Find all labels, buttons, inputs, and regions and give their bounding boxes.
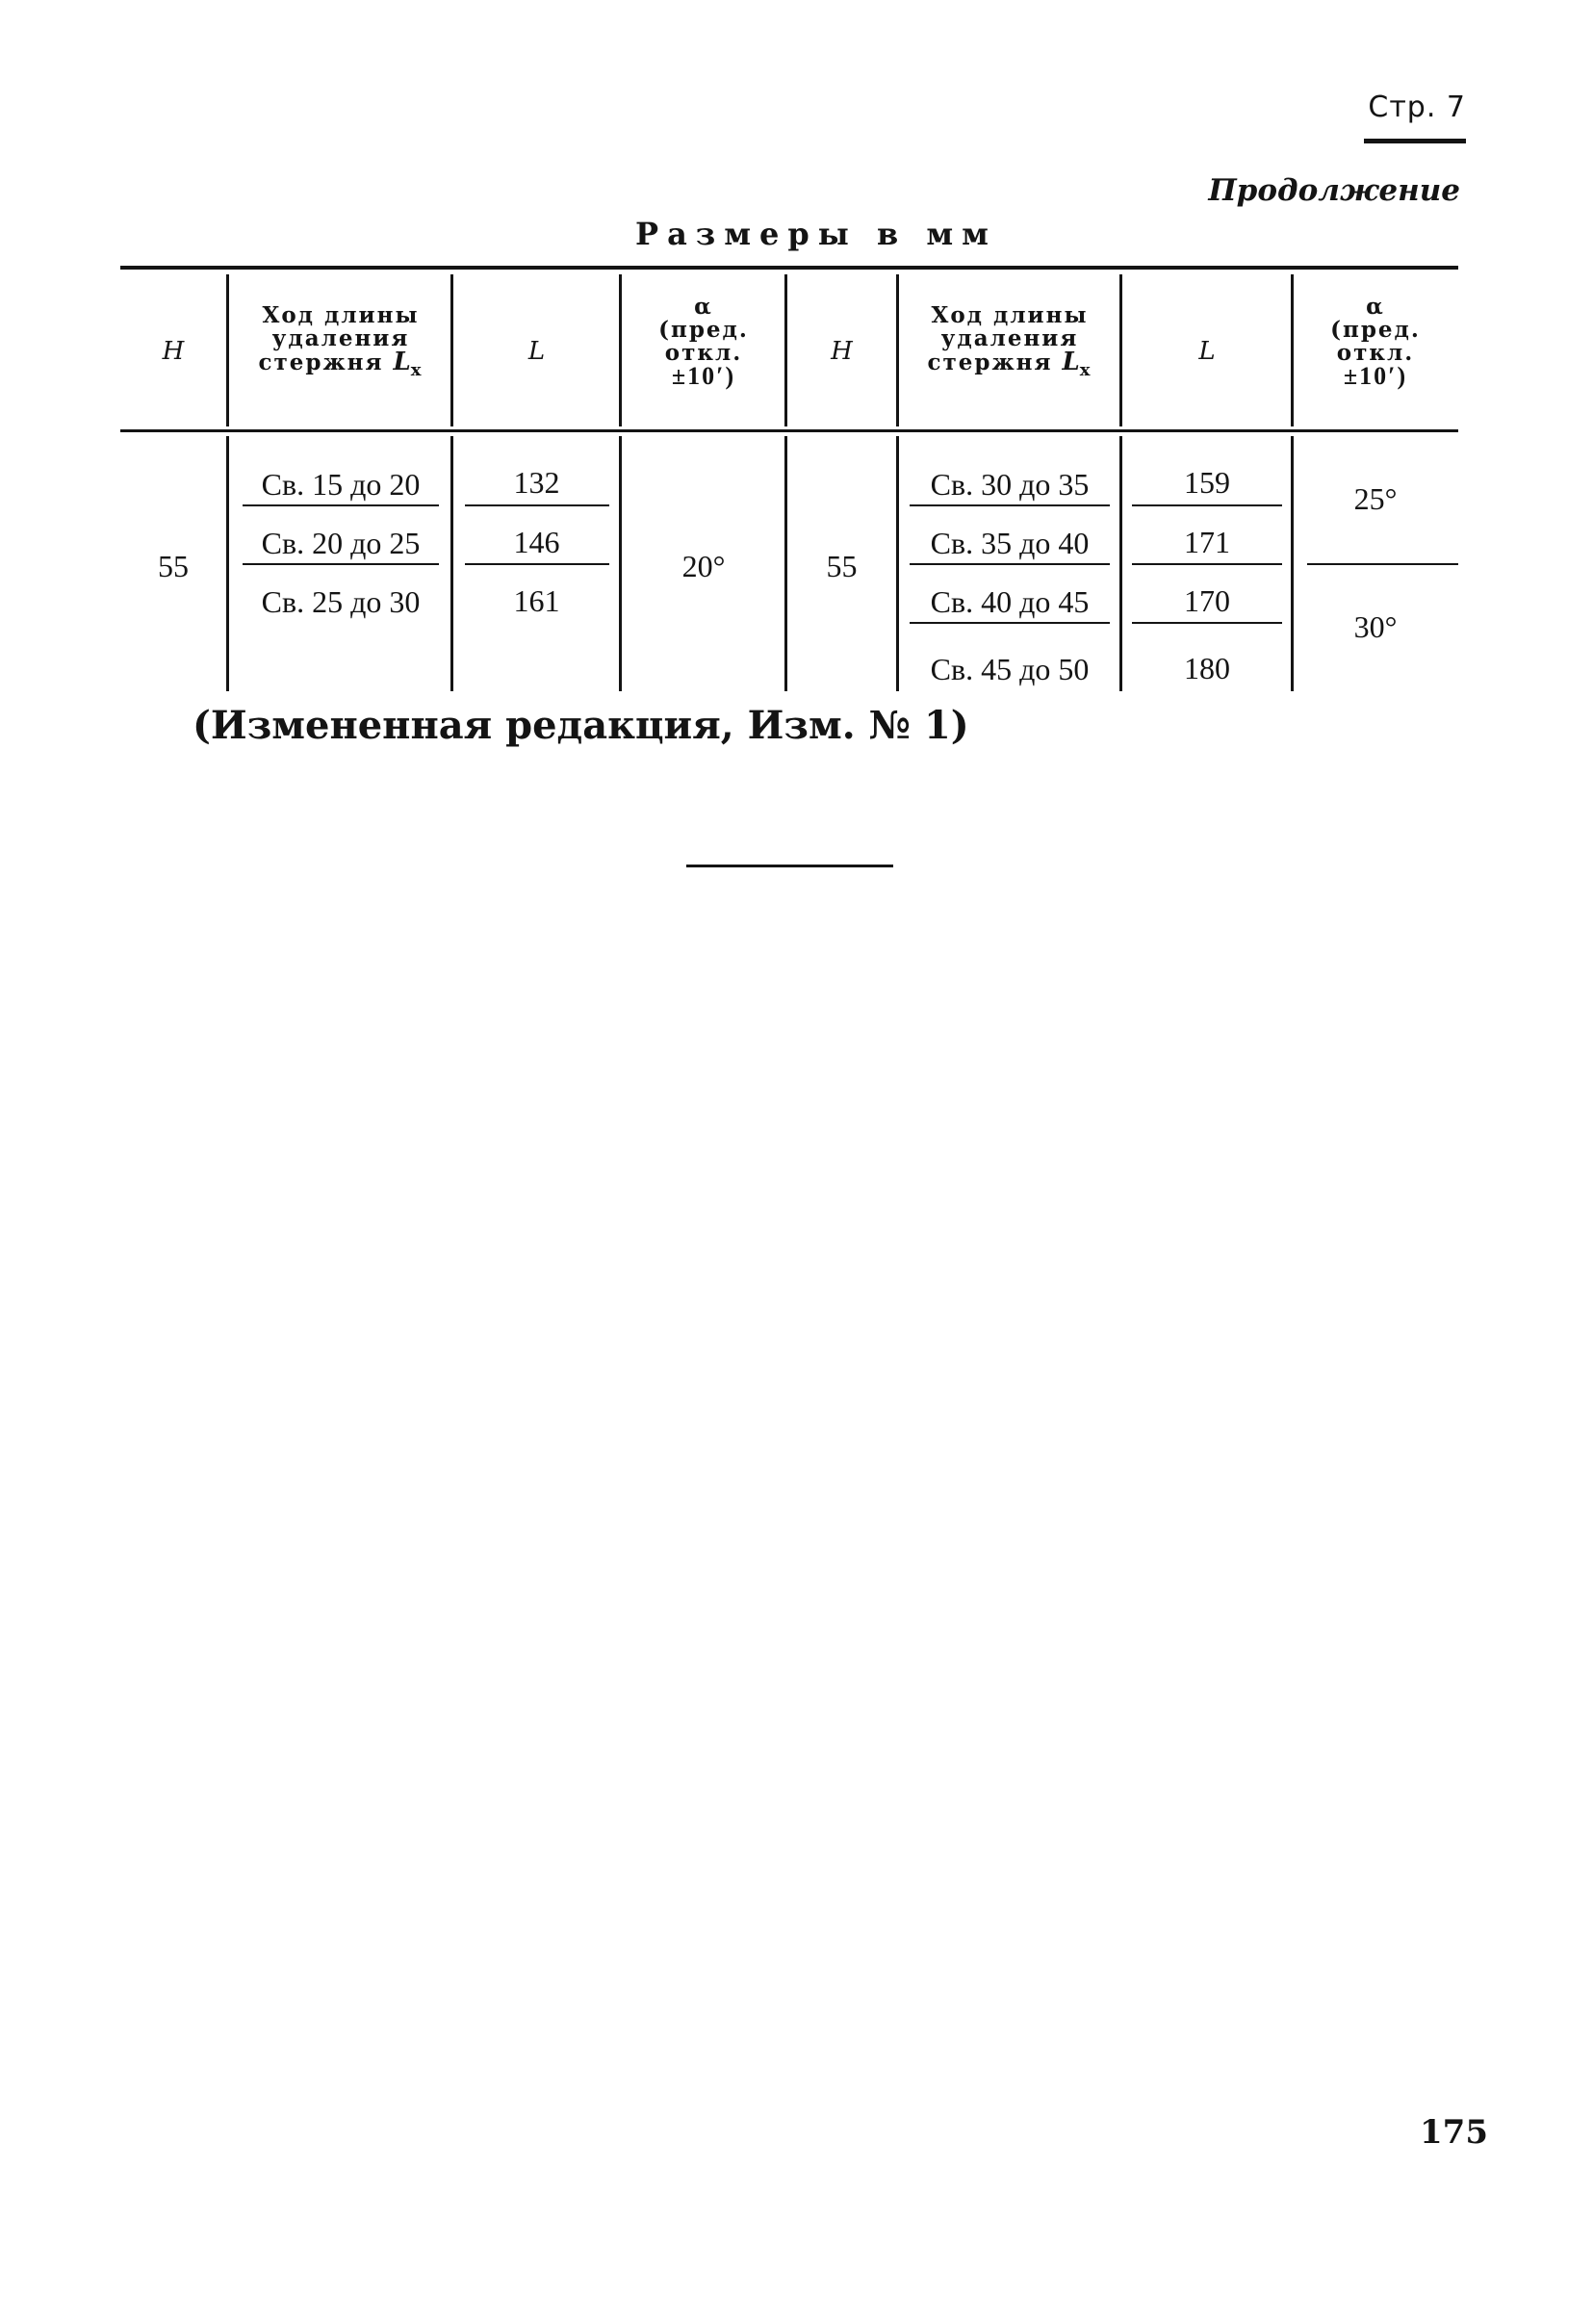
page-number: 175 <box>1420 2113 1488 2152</box>
cell-length: 146 <box>513 525 560 559</box>
cell-h-left: 55 <box>158 549 189 583</box>
table-top-rule <box>120 266 1458 270</box>
section-end-rule <box>686 865 893 867</box>
cell-length: 171 <box>1184 525 1230 559</box>
table-row: Св. 20 до 25 <box>261 526 421 560</box>
header-length-right: L <box>1198 337 1216 366</box>
cell-alpha-right-top: 25° <box>1353 481 1398 516</box>
cell-alpha-right-bottom: 30° <box>1353 609 1398 644</box>
cell-alpha-left: 20° <box>681 549 726 583</box>
header-alpha-right: α (пред. откл. ±10′) <box>1330 294 1421 390</box>
table-row: Св. 15 до 20 <box>261 467 421 502</box>
row-divider <box>1132 563 1282 565</box>
row-divider <box>465 504 609 506</box>
row-divider <box>1307 563 1458 565</box>
units-caption: Размеры в мм <box>635 216 997 252</box>
table-row: Св. 35 до 40 <box>930 526 1090 560</box>
column-divider <box>226 436 229 691</box>
table-row: Св. 25 до 30 <box>261 584 421 619</box>
cell-length: 161 <box>513 583 560 618</box>
header-h-right: H <box>831 337 853 366</box>
header-length-left: L <box>527 337 546 366</box>
row-divider <box>465 563 609 565</box>
row-divider <box>1132 622 1282 624</box>
table-row: Св. 40 до 45 <box>930 584 1090 619</box>
continuation-label: Продолжение <box>1208 173 1460 208</box>
cell-length: 132 <box>513 465 560 500</box>
revision-note: (Измененная редакция, Изм. № 1) <box>193 703 969 748</box>
row-divider <box>910 563 1110 565</box>
row-divider <box>243 504 439 506</box>
cell-length: 170 <box>1184 583 1230 618</box>
header-h-left: H <box>162 337 185 366</box>
page-reference: Стр. 7 <box>1368 90 1466 124</box>
table-row: Св. 30 до 35 <box>930 467 1090 502</box>
table-row: Св. 45 до 50 <box>930 652 1090 686</box>
header-alpha-left: α (пред. откл. ±10′) <box>658 294 749 390</box>
row-divider <box>1132 504 1282 506</box>
cell-length: 159 <box>1184 465 1230 500</box>
page-reference-underline <box>1364 139 1466 143</box>
row-divider <box>910 504 1110 506</box>
header-stroke-right: Ход длины удаления стержня $L_х$ <box>927 302 1092 380</box>
table-header-rule <box>120 429 1458 432</box>
header-stroke-left: Ход длины удаления стержня $L_х$ <box>258 302 424 380</box>
row-divider <box>243 563 439 565</box>
cell-length: 180 <box>1184 651 1230 685</box>
column-divider <box>226 274 229 426</box>
row-divider <box>910 622 1110 624</box>
cell-h-right: 55 <box>826 549 858 583</box>
